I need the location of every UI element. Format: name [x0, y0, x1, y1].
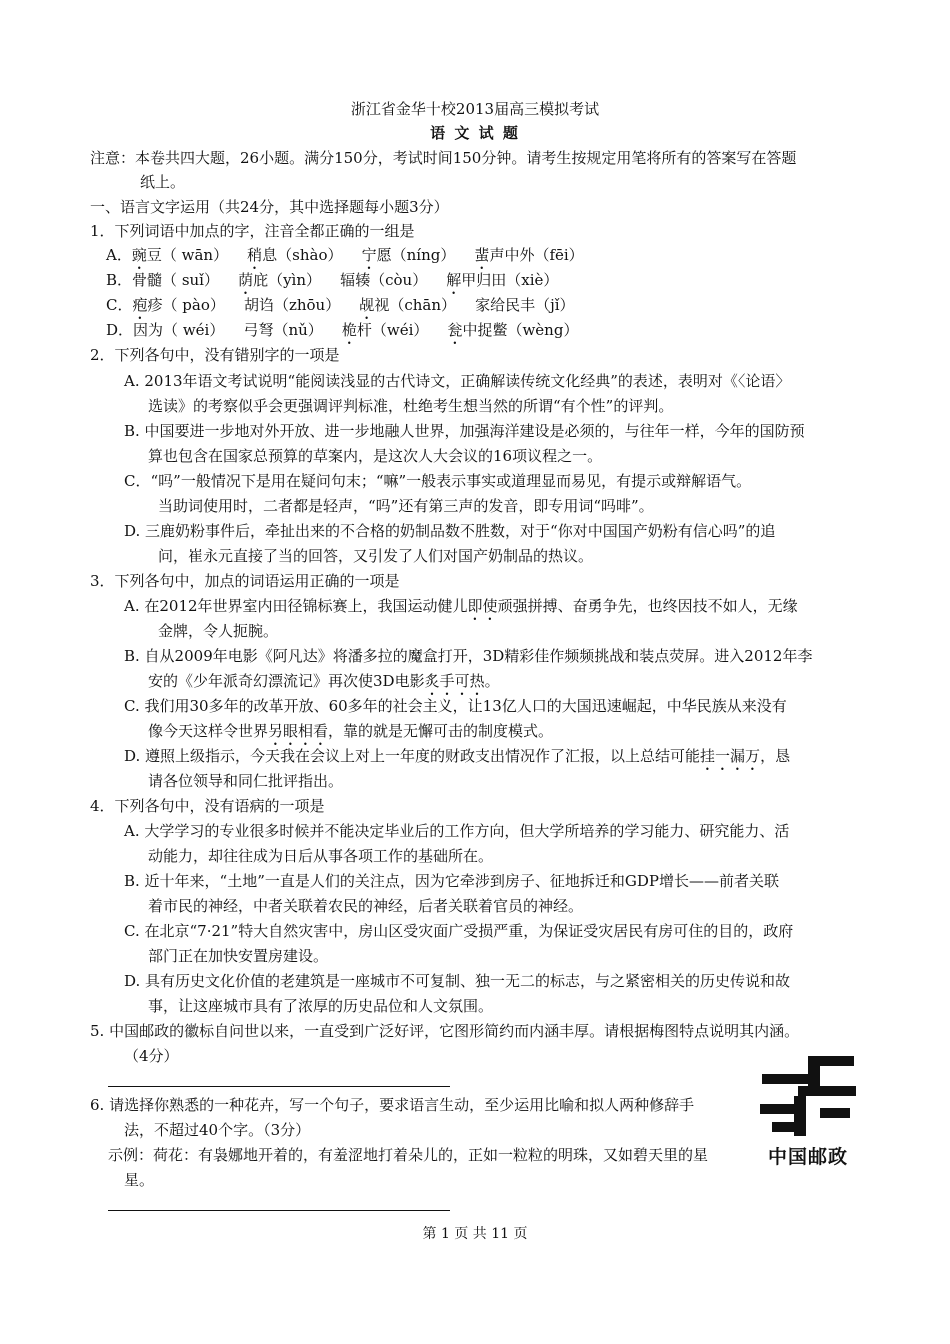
q4-option-a-line-2: 动能力，却往往成为日后从事各项工作的基础所在。	[148, 847, 494, 865]
dotted-char: 觇	[359, 296, 375, 314]
dotted-char: 稍	[247, 246, 263, 264]
q2-option-a-line-2: 选读》的考察似乎会更强调评判标准，杜绝考生想当然的所谓“有个性”的评判。	[148, 397, 674, 415]
option-label: B．	[106, 271, 133, 289]
dotted-char: 蜚	[474, 246, 490, 264]
dotted-char: 宁	[361, 246, 377, 264]
option-text: 中捉鳖（wèng）	[462, 321, 579, 339]
q4-option-d-line-1: D. 具有历史文化价值的老建筑是一座城市不可复制、独一无二的标志，与之紧密相关的历史传说和故	[124, 972, 791, 990]
option-text: 庇（yìn）	[253, 271, 322, 289]
text: D. 遵照上级指示，今天我在会议上对上一年度的财政支出情况作了汇报，以上总结可能	[124, 747, 701, 765]
section-1-heading: 一、语言文字运用（共24分，其中选择题每小题3分）	[90, 198, 449, 216]
q3-option-a-line-1	[124, 597, 798, 624]
option-text: 给民丰（jǐ）	[490, 296, 575, 314]
option-text: 杆（wéi）	[356, 321, 429, 339]
option-text: 为（ wéi）	[148, 321, 225, 339]
notice-line-2: 纸上。	[140, 173, 186, 191]
q2-option-c-line-2: 当助词使用时，二者都是轻声，“吗”还有第三声的发音，即专用词“吗啡”。	[158, 497, 654, 515]
q2-option-b-line-2: 算也包含在国家总预算的草案内，是这次人大会议的16项议程之一。	[148, 447, 603, 465]
option-label: A．	[106, 246, 132, 264]
option-text: 家	[475, 296, 491, 314]
exam-title: 浙江省金华十校2013届高三模拟考试	[350, 100, 600, 118]
q1-option-d	[106, 321, 578, 348]
q6-line-1: 6. 请选择你熟悉的一种花卉，写一个句子，要求语言生动，至少运用比喻和拟人两种修辞手	[90, 1096, 695, 1114]
q4-stem: 4．下列各句中，没有语病的一项是	[90, 797, 325, 815]
exam-subtitle: 语 文 试 题	[430, 124, 520, 142]
option-text: 辐	[340, 271, 356, 289]
q3-option-b-line-2	[148, 672, 500, 699]
q2-option-c-line-1: C．“吗”一般情况下是用在疑问句末；“嘛”一般表示事实或道理显而易见，有提示或辩解语气。	[124, 472, 752, 490]
q2-option-b-line-1: B. 中国要进一步地对外开放、进一步地融人世界，加强海洋建设是必须的，与往年一样，今年的国防预	[124, 422, 805, 440]
q4-option-c-line-2: 部门正在加快安置房建设。	[148, 947, 329, 965]
q4-option-b-line-1: B. 近十年来，“土地”一直是人们的关注点，因为它牵涉到房子、征地拆迁和GDP增长——前者关联	[124, 872, 780, 890]
option-text: 甲归田（xiè）	[461, 271, 559, 289]
q2-option-d-line-2: 问，崔永元直接了当的回答，又引发了人们对国产奶制品的热议。	[158, 547, 594, 565]
text: 像今天这样令世界	[148, 722, 269, 740]
q3-option-b-line-1: B. 自从2009年电影《阿凡达》将潘多拉的魔盒打开，3D精彩佳作频频挑战和装点荧屏。进入2012年李	[124, 647, 813, 665]
q5-answer-line	[108, 1086, 450, 1087]
q6-example-line-2: 星。	[124, 1171, 155, 1189]
option-text: 息（shào）	[262, 246, 343, 264]
china-post-logo-icon	[758, 1052, 858, 1140]
q1-option-c	[106, 296, 575, 323]
q3-option-c-line-1: C. 我们用30多年的改革开放、60多年的社会主义，让13亿人口的大国迅速崛起，中华民族从来没有	[124, 697, 787, 715]
text: 。	[484, 672, 500, 690]
option-text: 因	[133, 321, 149, 339]
q1-option-a	[106, 246, 584, 273]
notice-line-1: 注意：本卷共四大题，26小题。满分150分，考试时间150分钟。请考生按规定用笔将所有的答案写在答题	[90, 149, 797, 167]
option-text: 声中外（fēi）	[489, 246, 584, 264]
q2-option-a-line-1: A. 2013年语文考试说明“能阅读浅显的古代诗文，正确解读传统文化经典”的表述，表明对《〈论语〉	[124, 372, 791, 390]
q5-line-2: （4分）	[124, 1047, 179, 1065]
q6-line-2: 法，不超过40个字。（3分）	[124, 1121, 311, 1139]
text: ，靠的就是无懈可击的制度模式。	[328, 722, 554, 740]
q4-option-a-line-1: A. 大学学习的专业很多时候并不能决定毕业后的工作方向，但大学所培养的学习能力、研究能力、活	[124, 822, 790, 840]
q6-example-line-1: 示例：荷花：有袅娜地开着的，有羞涩地打着朵儿的，正如一粒粒的明珠，又如碧天里的星	[108, 1146, 709, 1164]
dotted-char: 髓（ suǐ）	[147, 271, 219, 289]
dotted-phrase: 挂一漏万	[700, 747, 761, 765]
q3-stem: 3．下列各句中，加点的词语运用正确的一项是	[90, 572, 400, 590]
dotted-char: 解	[446, 271, 462, 289]
q4-option-c-line-1: C. 在北京“7·21”特大自然灾害中，房山区受灾面广受损严重，为保证受灾居民有房可住的目的，政府	[124, 922, 794, 940]
text: ，恳	[760, 747, 791, 765]
q1-option-b	[106, 271, 558, 298]
china-post-logo	[758, 1052, 858, 1170]
dotted-char: 瓮	[447, 321, 463, 339]
dotted-char: 豌	[131, 246, 147, 264]
option-label: D．	[106, 321, 134, 339]
dotted-char: 诌（zhōu）	[258, 296, 341, 314]
q3-option-d-line-1	[124, 747, 790, 774]
option-label: C．	[106, 296, 133, 314]
option-text: 弩（nǔ）	[258, 321, 323, 339]
text: A. 在2012年世界室内田径锦标赛上，我国运动健儿	[124, 597, 468, 615]
option-text: 愿（níng）	[376, 246, 456, 264]
option-text: 辏（còu）	[355, 271, 428, 289]
q3-option-a-line-2: 金牌，令人扼腕。	[158, 622, 279, 640]
dotted-char: 荫	[238, 271, 254, 289]
page-footer: 第 1 页 共 11 页	[422, 1226, 528, 1242]
option-text: 骨	[132, 271, 148, 289]
q3-option-d-line-2: 请各位领导和同仁批评指出。	[148, 772, 344, 790]
q5-line-1: 5. 中国邮政的徽标自问世以来，一直受到广泛好评，它图形简约而内涵丰厚。请根据梅图特点说明其内涵。	[90, 1022, 800, 1040]
q3-option-c-line-2	[148, 722, 553, 749]
option-text: 视（chān）	[374, 296, 456, 314]
dotted-char: 桅	[341, 321, 357, 339]
option-text: 豆（ wān）	[146, 246, 229, 264]
q2-option-d-line-1: D. 三鹿奶粉事件后，牵扯出来的不合格的奶制品数不胜数，对于“你对中国国产奶粉有信心吗”的追	[124, 522, 776, 540]
dotted-phrase: 炙手可热	[424, 672, 485, 690]
q2-stem: 2．下列各句中，没有错别字的一项是	[90, 346, 340, 364]
q4-option-d-line-2: 事，让这座城市具有了浓厚的历史品位和人文氛围。	[148, 997, 494, 1015]
q1-stem: 1．下列词语中加点的字，注音全都正确的一组是	[90, 222, 415, 240]
dotted-phrase: 即使	[467, 597, 498, 615]
text: 安的《少年派奇幻漂流记》再次使3D电影	[148, 672, 425, 690]
dotted-char: 疱	[132, 296, 148, 314]
option-text: 弓	[243, 321, 259, 339]
option-text: 疹（ pào）	[147, 296, 225, 314]
option-text: 胡	[243, 296, 259, 314]
q4-option-b-line-2: 着市民的神经，中者关联着农民的神经，后者关联着官员的神经。	[148, 897, 584, 915]
q6-answer-line	[108, 1210, 450, 1211]
dotted-phrase: 另眼相看	[268, 722, 329, 740]
china-post-logo-text: 中国邮政	[767, 1146, 848, 1168]
text: 顽强拼搏、奋勇争先，也终因技不如人，无缘	[497, 597, 798, 615]
